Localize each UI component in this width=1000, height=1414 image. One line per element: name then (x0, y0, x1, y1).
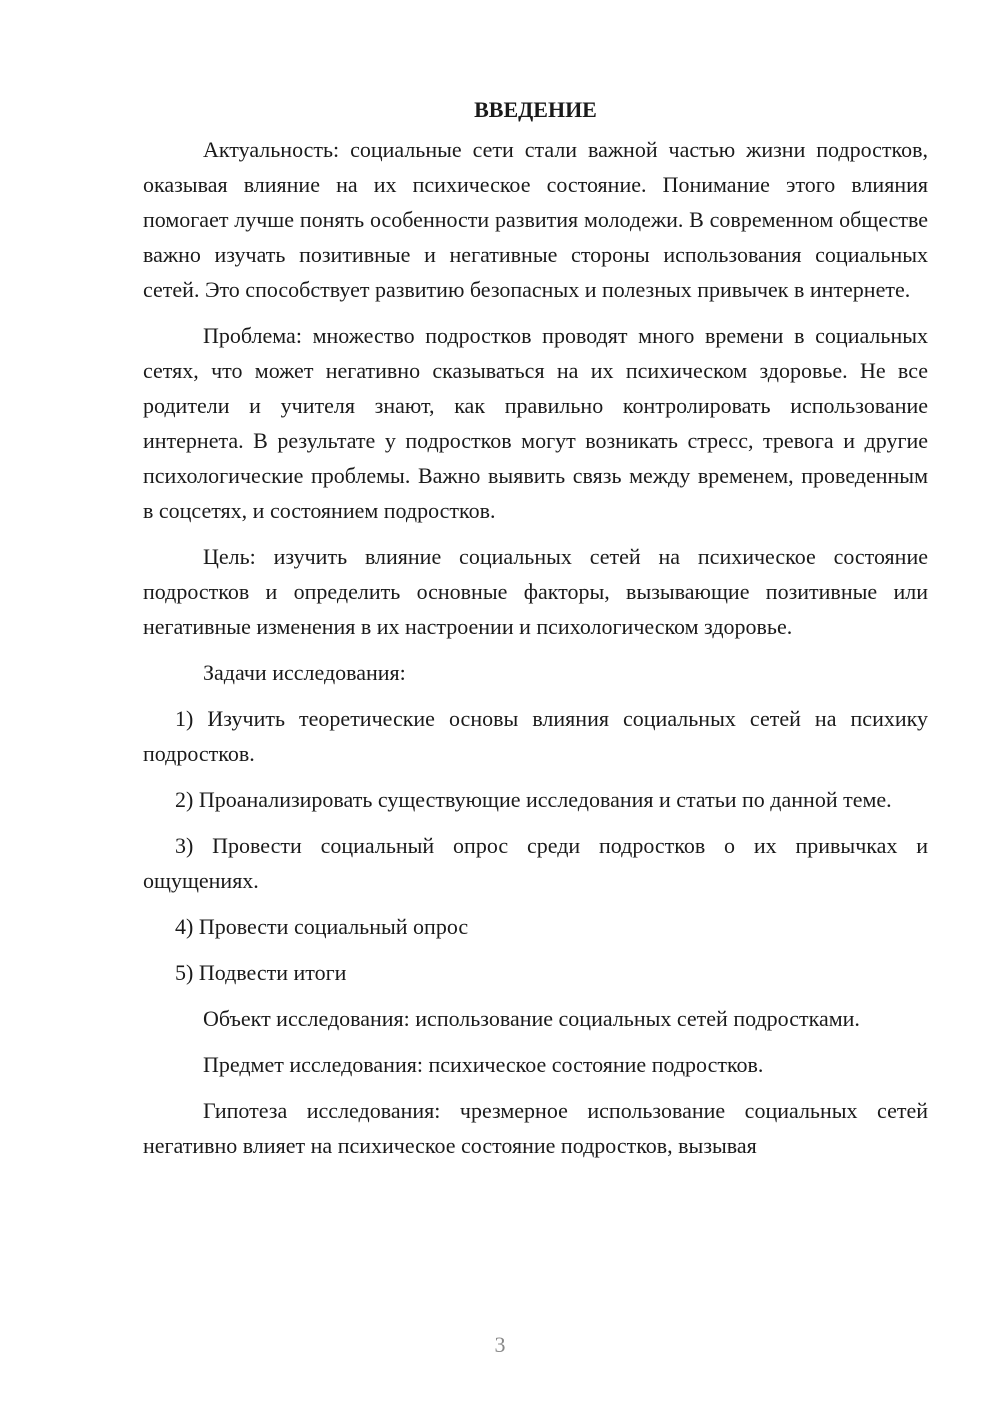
task-item-1: 1) Изучить теоретические основы влияния социальных сетей на психику подростков. (143, 706, 928, 766)
paragraph-relevance: Актуальность: социальные сети стали важной частью жизни подростков, оказывая влияние на их психическое состояние. Понимание этого влияния помогает лучше понять особенности развития молодежи. В современном обществе важно изучать позитивные и негативные стороны использования социальных сетей. Это способствует развитию безопасных и полезных привычек в интернете. (143, 137, 928, 302)
document-page (143, 92, 928, 1163)
tasks-heading: Задачи исследования: (203, 660, 406, 685)
paragraph-problem: Проблема: множество подростков проводят много времени в социальных сетях, что может негативно сказываться на их психическом здоровье. Не все родители и учителя знают, как правильно контролировать использование интернета. В результате у подростков могут возникать стресс, тревога и другие психологические проблемы. Важно выявить связь между временем, проведенным в соцсетях, и состоянием подростков. (143, 323, 928, 523)
paragraph-object: Объект исследования: использование социальных сетей подростками. (203, 1006, 860, 1031)
paragraph-goal: Цель: изучить влияние социальных сетей на психическое состояние подростков и определить основные факторы, вызывающие позитивные или негативные изменения в их настроении и психологическом здоровье. (143, 544, 928, 639)
task-item-4: 4) Провести социальный опрос (175, 914, 469, 939)
task-item-5: 5) Подвести итоги (175, 960, 347, 985)
paragraph-hypothesis: Гипотеза исследования: чрезмерное использование социальных сетей негативно влияет на психическое состояние подростков, вызывая (143, 1098, 928, 1158)
page-number: 3 (494, 1332, 506, 1357)
paragraph-subject: Предмет исследования: психическое состояние подростков. (203, 1052, 764, 1077)
task-item-3: 3) Провести социальный опрос среди подростков о их привычках и ощущениях. (143, 833, 928, 893)
section-title: ВВЕДЕНИЕ (474, 97, 597, 122)
task-item-2: 2) Проанализировать существующие исследования и статьи по данной теме. (175, 787, 892, 812)
